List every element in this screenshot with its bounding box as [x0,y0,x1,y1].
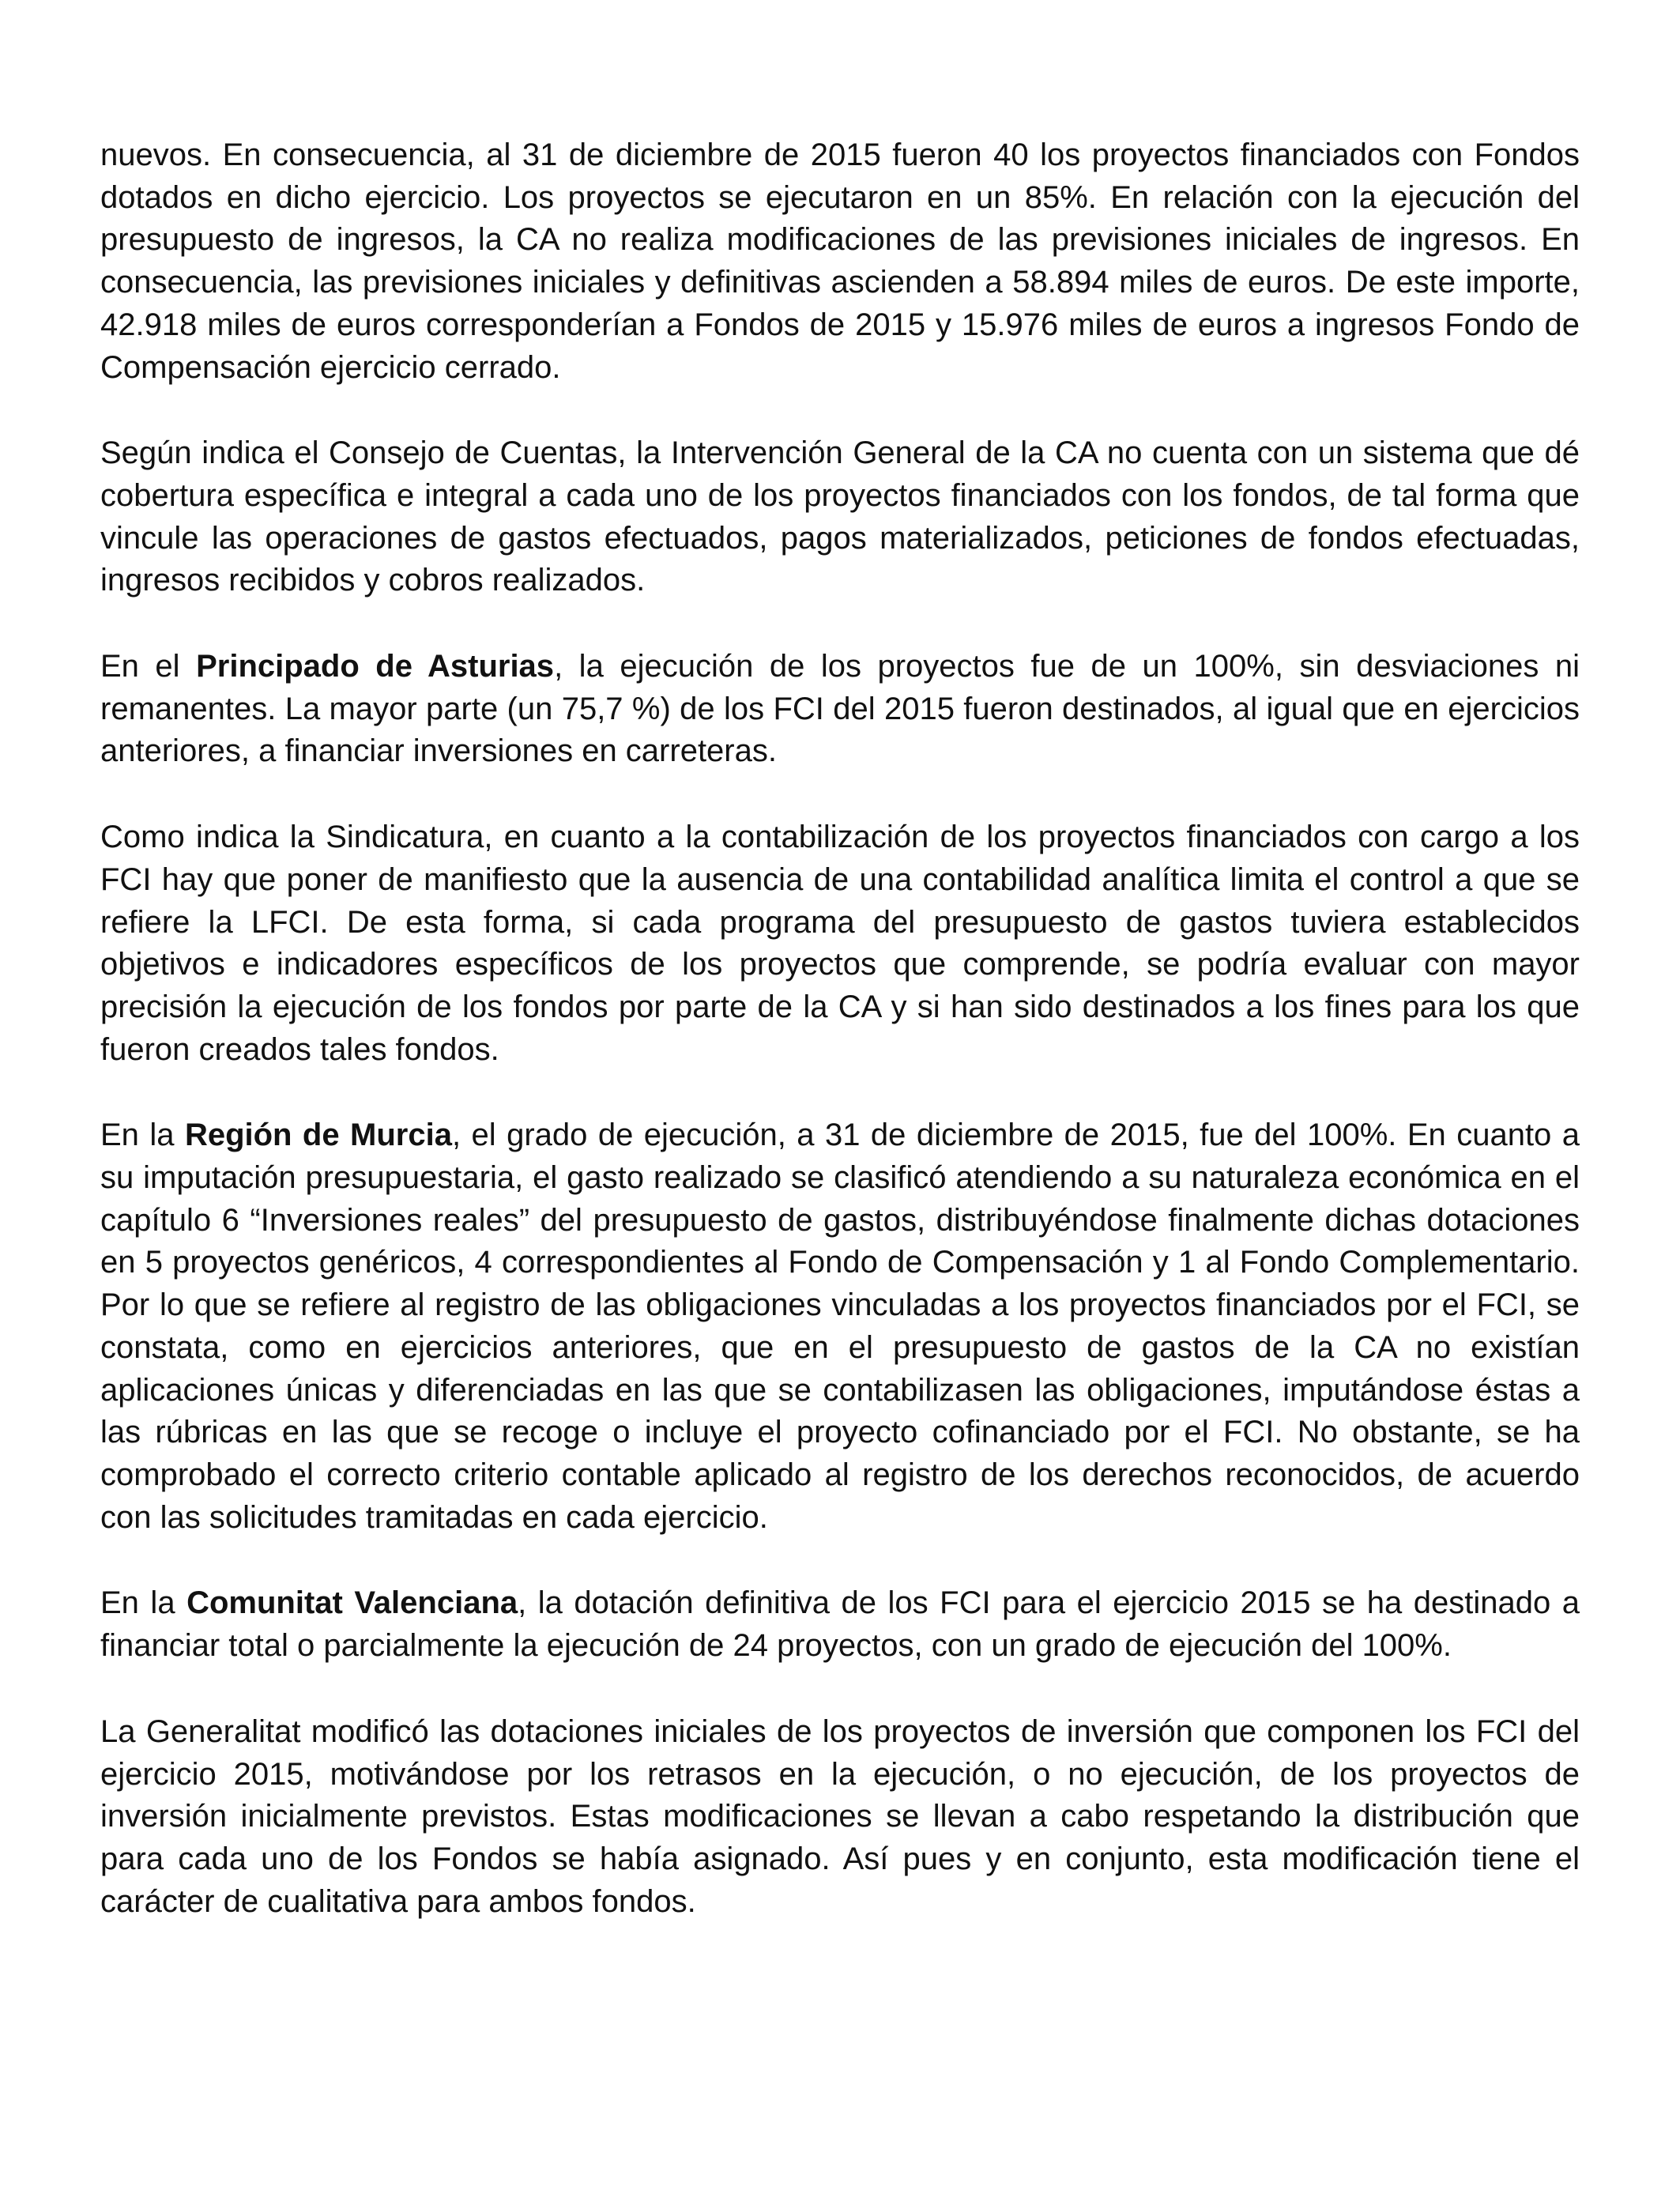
paragraph-text: Como indica la Sindicatura, en cuanto a la contabilización de los proyectos financiados con cargo a los FCI hay que poner de manifiesto que la ausencia de una contabilidad analítica limita el control a que se refiere la LFCI. De esta forma, si cada programa del presupuesto de gastos tuviera establecidos objetivos e indicadores específicos de los proyectos que comprende, se podría evaluar con mayor precisión la ejecución de los fondos por parte de la CA y si han sido destinados a los fines para los que fueron creados tales fondos. [100,820,1580,1067]
paragraph-sindicatura [100,816,1580,1071]
region-name-bold: Principado de Asturias [196,649,555,684]
region-name-bold: Comunitat Valenciana [186,1585,518,1621]
paragraph-text: En el [100,649,197,684]
paragraph-text: En la [100,1118,185,1153]
paragraph-execution-fondos [100,134,1580,389]
document-page [100,134,1580,1923]
region-name-bold: Región de Murcia [184,1118,452,1153]
paragraph-text: nuevos. En consecuencia, al 31 de diciembre de 2015 fueron 40 los proyectos financiados con Fondos dotados en dicho ejercicio. Los proyectos se ejecutaron en un 85%. En relación con la ejecución del presupuesto de ingresos, la CA no realiza modificaciones de las previsiones iniciales de ingresos. En consecuencia, las previsiones iniciales y definitivas ascienden a 58.894 miles de euros. De este importe, 42.918 miles de euros corresponderían a Fondos de 2015 y 15.976 miles de euros a ingresos Fondo de Compensación ejercicio cerrado. [100,138,1580,385]
paragraph-text: En la [100,1585,187,1621]
paragraph-text: , el grado de ejecución, a 31 de diciembre de 2015, fue del 100%. En cuanto a su imputación presupuestaria, el gasto realizado se clasificó atendiendo a su naturaleza económica en el capítulo 6 “Inversiones reales” del presupuesto de gastos, distribuyéndose finalmente dichas dotaciones en 5 proyectos genéricos, 4 correspondientes al Fondo de Compensación y 1 al Fondo Complementario. Por lo que se refiere al registro de las obligaciones vinculadas a los proyectos financiados por el FCI, se constata, como en ejercicios anteriores, que en el presupuesto de gastos de la CA no existían aplicaciones únicas y diferenciadas en las que se contabilizasen las obligaciones, imputándose éstas a las rúbricas en las que se recoge o incluye el proyecto cofinanciado por el FCI. No obstante, se ha comprobado el correcto criterio contable aplicado al registro de los derechos reconocidos, de acuerdo con las solicitudes tramitadas en cada ejercicio. [100,1118,1580,1535]
paragraph-consejo-de-cuentas [100,432,1580,602]
paragraph-generalitat [100,1711,1580,1924]
paragraph-text: La Generalitat modificó las dotaciones iniciales de los proyectos de inversión que componen los FCI del ejercicio 2015, motivándose por los retrasos en la ejecución, o no ejecución, de los proyectos de inversión inicialmente previstos. Estas modificaciones se llevan a cabo respetando la distribución que para cada uno de los Fondos se había asignado. Así pues y en conjunto, esta modificación tiene el carácter de cualitativa para ambos fondos. [100,1713,1580,1919]
paragraph-comunitat-valenciana [100,1582,1580,1667]
paragraph-region-de-murcia [100,1114,1580,1539]
paragraph-principado-de-asturias [100,646,1580,773]
paragraph-text: Según indica el Consejo de Cuentas, la Intervención General de la CA no cuenta con un sistema que dé cobertura específica e integral a cada uno de los proyectos financiados con los fondos, de tal forma que vincule las operaciones de gastos efectuados, pagos materializados, peticiones de fondos efectuadas, ingresos recibidos y cobros realizados. [100,435,1580,598]
paragraph-text: , la dotación definitiva de los FCI para el ejercicio 2015 se ha destinado a financiar total o parcialmente la ejecución de 24 proyectos, con un grado de ejecución del 100%. [100,1585,1580,1664]
paragraph-text: , la ejecución de los proyectos fue de un 100%, sin desviaciones ni remanentes. La mayor parte (un 75,7 %) de los FCI del 2015 fueron destinados, al igual que en ejercicios anteriores, a financiar inversiones en carreteras. [100,649,1580,769]
